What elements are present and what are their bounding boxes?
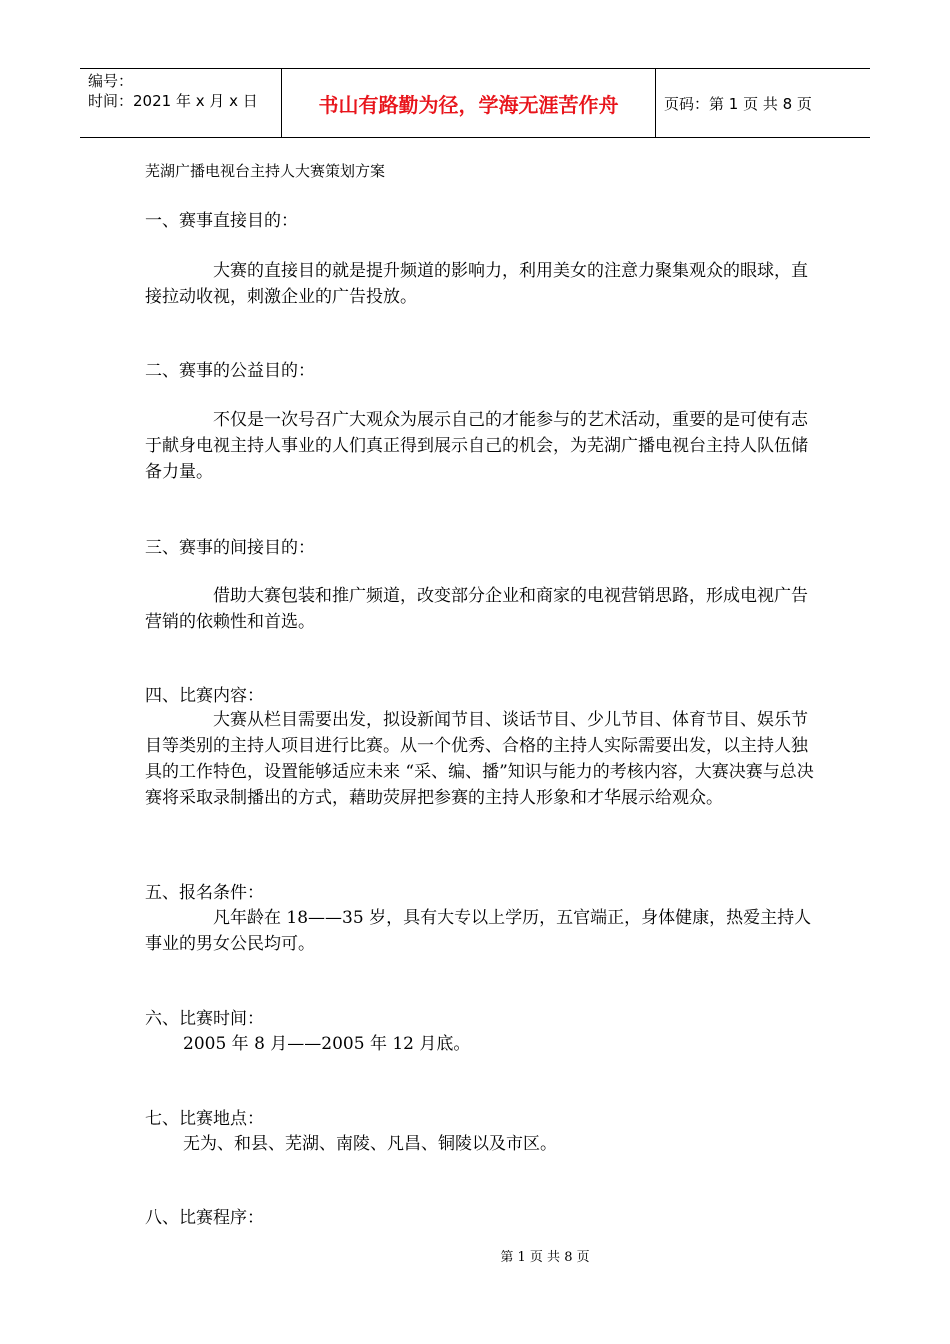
section-3-heading: 三、赛事的间接目的：: [145, 538, 315, 558]
page-footer: [0, 1246, 950, 1265]
header-page-info: 页码：第 1 页 共 8 页: [664, 94, 812, 113]
section-1-heading: 一、赛事直接目的：: [145, 211, 298, 231]
document-time-label: 时间：2021 年 x 月 x 日: [88, 92, 258, 110]
section-4-body: 大赛从栏目需要出发，拟设新闻节目、谈话节目、少儿节目、体育节目、娱乐节目等类别的主持人项目进行比赛。从一个优秀、合格的主持人实际需要出发，以主持人独具的工作特色，设置能够适应未来 “采、编、播”知识与能力的考核内容，大赛决赛与总决赛将采取录制播出的方式，藉助荧屏把参赛的主持人形象和才华展示给观众。: [145, 710, 814, 808]
header-meta: [80, 69, 282, 137]
section-8-heading: 八、比赛程序：: [145, 1208, 264, 1228]
document-number-label: 编号：: [88, 72, 134, 90]
section-4-heading: 四、比赛内容：: [145, 686, 264, 706]
document-title: 芜湖广播电视台主持人大赛策划方案: [145, 162, 386, 180]
section-3-body: 借助大赛包装和推广频道，改变部分企业和商家的电视营销思路，形成电视广告营销的依赖性和首选。: [145, 586, 808, 632]
section-2-body: 不仅是一次号召广大观众为展示自己的才能参与的艺术活动，重要的是可使有志于献身电视主持人事业的人们真正得到展示自己的机会，为芜湖广播电视台主持人队伍储备力量。: [145, 410, 808, 482]
section-5-body: 凡年龄在 18——35 岁，具有大专以上学历，五官端正，身体健康，热爱主持人事业的男女公民均可。: [145, 908, 812, 954]
section-1-body: 大赛的直接目的就是提升频道的影响力，利用美女的注意力聚集观众的眼球，直接拉动收视，刺激企业的广告投放。: [145, 261, 808, 307]
section-7-heading: 七、比赛地点：: [145, 1109, 264, 1129]
section-2-heading: 二、赛事的公益目的：: [145, 361, 315, 381]
page-header: [80, 68, 870, 138]
section-6-heading: 六、比赛时间：: [145, 1009, 264, 1029]
section-7-body: 无为、和县、芜湖、南陵、凡昌、铜陵以及市区。: [183, 1134, 557, 1154]
section-6-body: 2005 年 8 月——2005 年 12 月底。: [183, 1034, 471, 1054]
footer-page-number: 第 1 页 共 8 页: [500, 1250, 590, 1265]
section-5-heading: 五、报名条件：: [145, 883, 264, 903]
header-motto: 书山有路勤为径，学海无涯苦作舟: [282, 69, 656, 137]
